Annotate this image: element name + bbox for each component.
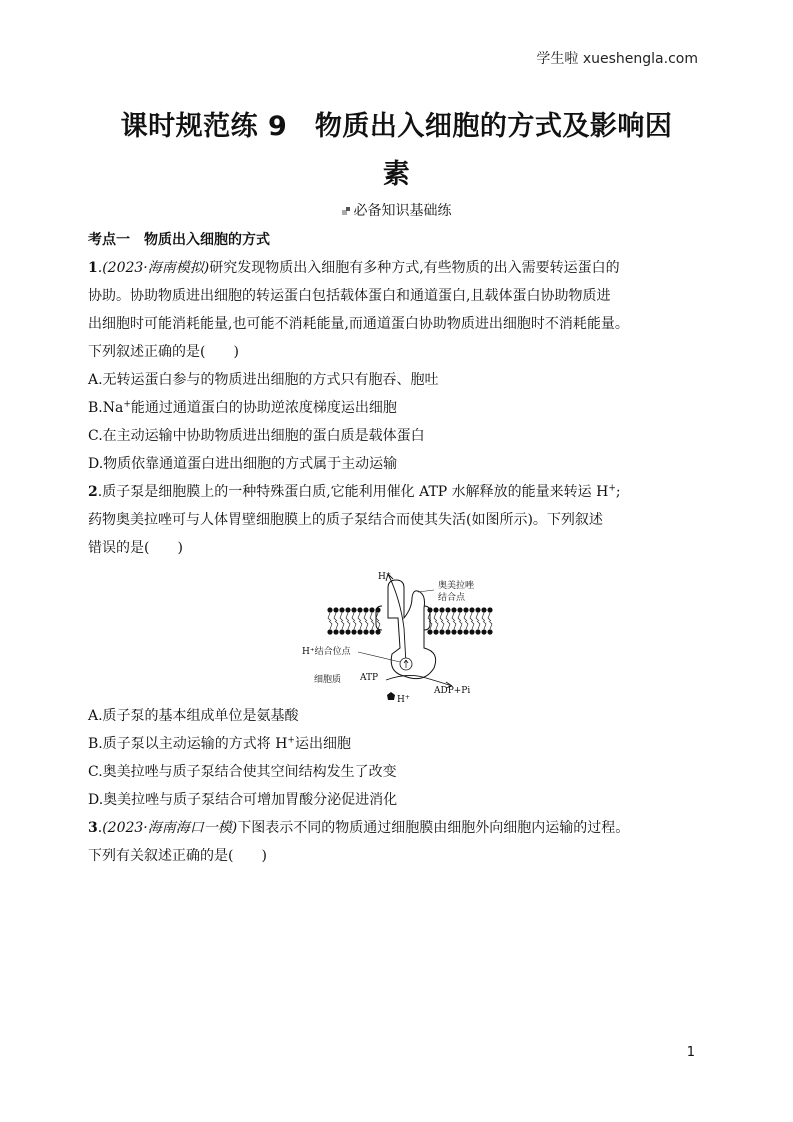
lipid-head-bottom	[439, 629, 444, 634]
q1-option-b-post: 能通过通道蛋白的协助逆浓度梯度运出细胞	[130, 400, 397, 416]
lipid-head-top	[433, 607, 438, 612]
fig-drug-label-1: 奥美拉唑	[438, 581, 475, 591]
lipid-head-bottom	[475, 629, 480, 634]
lipid-tail	[340, 613, 344, 629]
lipid-head-bottom	[487, 629, 492, 634]
question-1	[88, 254, 708, 478]
q1-stem-line-4: 下列叙述正确的是( )	[88, 344, 239, 360]
q1-option-d: D.物质依靠通道蛋白进出细胞的方式属于主动运输	[88, 456, 398, 472]
section-square-icon	[342, 207, 351, 216]
lipid-head-bottom	[433, 629, 438, 634]
proton-pump-diagram	[300, 568, 520, 708]
lipid-head-bottom	[339, 629, 344, 634]
lipid-tail	[464, 613, 468, 629]
lipid-head-top	[457, 607, 462, 612]
fig-drug-label-2: 结合点	[438, 593, 466, 603]
lipid-tail	[364, 613, 368, 629]
q2-stem-line-1	[88, 478, 708, 506]
lipid-tail	[488, 613, 492, 629]
lipid-tail	[352, 613, 356, 629]
lipid-tail	[346, 613, 350, 629]
title-line-2: 素	[382, 159, 411, 190]
q2-option-a: A.质子泵的基本组成单位是氨基酸	[88, 708, 299, 724]
lipid-tail	[458, 613, 462, 629]
q1-option-b	[88, 394, 708, 422]
fig-cytoplasm: 细胞质	[314, 675, 342, 685]
q2-option-c: C.奥美拉唑与质子泵结合使其空间结构发生了改变	[88, 764, 397, 780]
lipid-head-top	[369, 607, 374, 612]
lipid-tail	[334, 613, 338, 629]
q2-stem-line-3: 错误的是( )	[88, 540, 183, 556]
q3-stem-line-1	[88, 814, 708, 842]
lipid-head-bottom	[351, 629, 356, 634]
h-ion-pentagon-icon	[387, 692, 395, 700]
q3-number: 3	[88, 820, 98, 836]
lipid-head-top	[451, 607, 456, 612]
q2-option-b	[88, 730, 708, 758]
drug-pointer-line	[418, 590, 434, 592]
title-line-1: 课时规范练 9 物质出入细胞的方式及影响因	[120, 111, 673, 142]
topic-heading: 考点一 物质出入细胞的方式	[88, 232, 270, 248]
q2-option-b-post: 运出细胞	[294, 736, 351, 752]
lipid-head-top	[345, 607, 350, 612]
page-number: 1	[686, 1045, 695, 1060]
lipid-head-bottom	[469, 629, 474, 634]
lipid-head-bottom	[427, 629, 432, 634]
lipid-tail	[470, 613, 474, 629]
q3-stem-line-2: 下列有关叙述正确的是( )	[88, 848, 267, 864]
q1-option-b-pre: B.Na	[88, 400, 124, 416]
fig-h-bottom: H+	[397, 694, 410, 705]
q2-text-1-sup: +	[608, 483, 616, 494]
q2-option-b-pre: B.质子泵以主动运输的方式将 H	[88, 736, 288, 752]
lipid-tail	[434, 613, 438, 629]
section-tag-label: 必备知识基础练	[353, 203, 452, 219]
lipid-tail	[370, 613, 374, 629]
q2-text-1: .质子泵是细胞膜上的一种特殊蛋白质,它能利用催化 ATP 水解释放的能量来转运 H	[97, 484, 609, 500]
q1-source: .(2023·海南模拟)	[97, 260, 210, 276]
lipid-head-top	[327, 607, 332, 612]
lipid-tail	[476, 613, 480, 629]
lipid-head-bottom	[457, 629, 462, 634]
lipid-tail	[482, 613, 486, 629]
lipid-head-bottom	[445, 629, 450, 634]
q1-stem-line-2: 协助。协助物质进出细胞的转运蛋白包括载体蛋白和通道蛋白,且载体蛋白协助物质进	[88, 288, 611, 304]
lipid-head-bottom	[369, 629, 374, 634]
fig-site-label: H⁺结合位点	[302, 647, 351, 657]
lipid-head-bottom	[333, 629, 338, 634]
lipid-head-top	[439, 607, 444, 612]
section-tag	[0, 200, 793, 220]
lipid-tail	[440, 613, 444, 629]
lipid-tail	[328, 613, 332, 629]
fig-h-top: H+	[378, 571, 391, 582]
lipid-head-top	[363, 607, 368, 612]
lipid-head-bottom	[327, 629, 332, 634]
lipid-head-bottom	[463, 629, 468, 634]
q1-text-1: 研究发现物质出入细胞有多种方式,有些物质的出入需要转运蛋白的	[209, 260, 620, 276]
lipid-head-bottom	[363, 629, 368, 634]
fig-adp: ADP+Pi	[434, 686, 471, 696]
q1-option-b-sup: +	[123, 399, 131, 410]
lipid-head-top	[445, 607, 450, 612]
lipid-tail	[358, 613, 362, 629]
lipid-head-bottom	[345, 629, 350, 634]
lipid-tail	[452, 613, 456, 629]
q1-number: 1	[88, 260, 98, 276]
lipid-head-top	[487, 607, 492, 612]
q1-stem-line-1	[88, 254, 708, 282]
lipid-head-top	[351, 607, 356, 612]
exercise-content	[88, 226, 708, 870]
question-3	[88, 814, 708, 870]
q2-text-1-end: ;	[615, 484, 621, 500]
q2-stem-line-2: 药物奥美拉唑可与人体胃壁细胞膜上的质子泵结合而使其失活(如图所示)。下列叙述	[88, 512, 603, 528]
lipid-head-top	[357, 607, 362, 612]
lipid-head-top	[333, 607, 338, 612]
lipid-head-bottom	[357, 629, 362, 634]
lipid-head-top	[469, 607, 474, 612]
q2-option-b-sup: +	[287, 735, 295, 746]
lipid-head-top	[339, 607, 344, 612]
q1-option-c: C.在主动运输中协助物质进出细胞的蛋白质是载体蛋白	[88, 428, 425, 444]
site-watermark: 学生啦 xueshengla.com	[536, 51, 698, 67]
q1-stem-line-3: 出细胞时可能消耗能量,也可能不消耗能量,而通道蛋白协助物质进出细胞时不消耗能量。	[88, 316, 629, 332]
page-title	[95, 103, 698, 199]
proton-pump-svg	[300, 568, 520, 708]
lipid-head-bottom	[481, 629, 486, 634]
q1-option-a: A.无转运蛋白参与的物质进出细胞的方式只有胞吞、胞吐	[88, 372, 439, 388]
q3-source: .(2023·海南海口一模)	[97, 820, 238, 836]
q2-option-d: D.奥美拉唑与质子泵结合可增加胃酸分泌促进消化	[88, 792, 398, 808]
q3-text-1: 下图表示不同的物质通过细胞膜由细胞外向细胞内运输的过程。	[237, 820, 630, 836]
lipid-head-top	[463, 607, 468, 612]
q2-number: 2	[88, 484, 98, 500]
lipid-tail	[446, 613, 450, 629]
lipid-head-top	[481, 607, 486, 612]
fig-atp: ATP	[360, 673, 379, 683]
lipid-head-bottom	[451, 629, 456, 634]
lipid-head-top	[475, 607, 480, 612]
